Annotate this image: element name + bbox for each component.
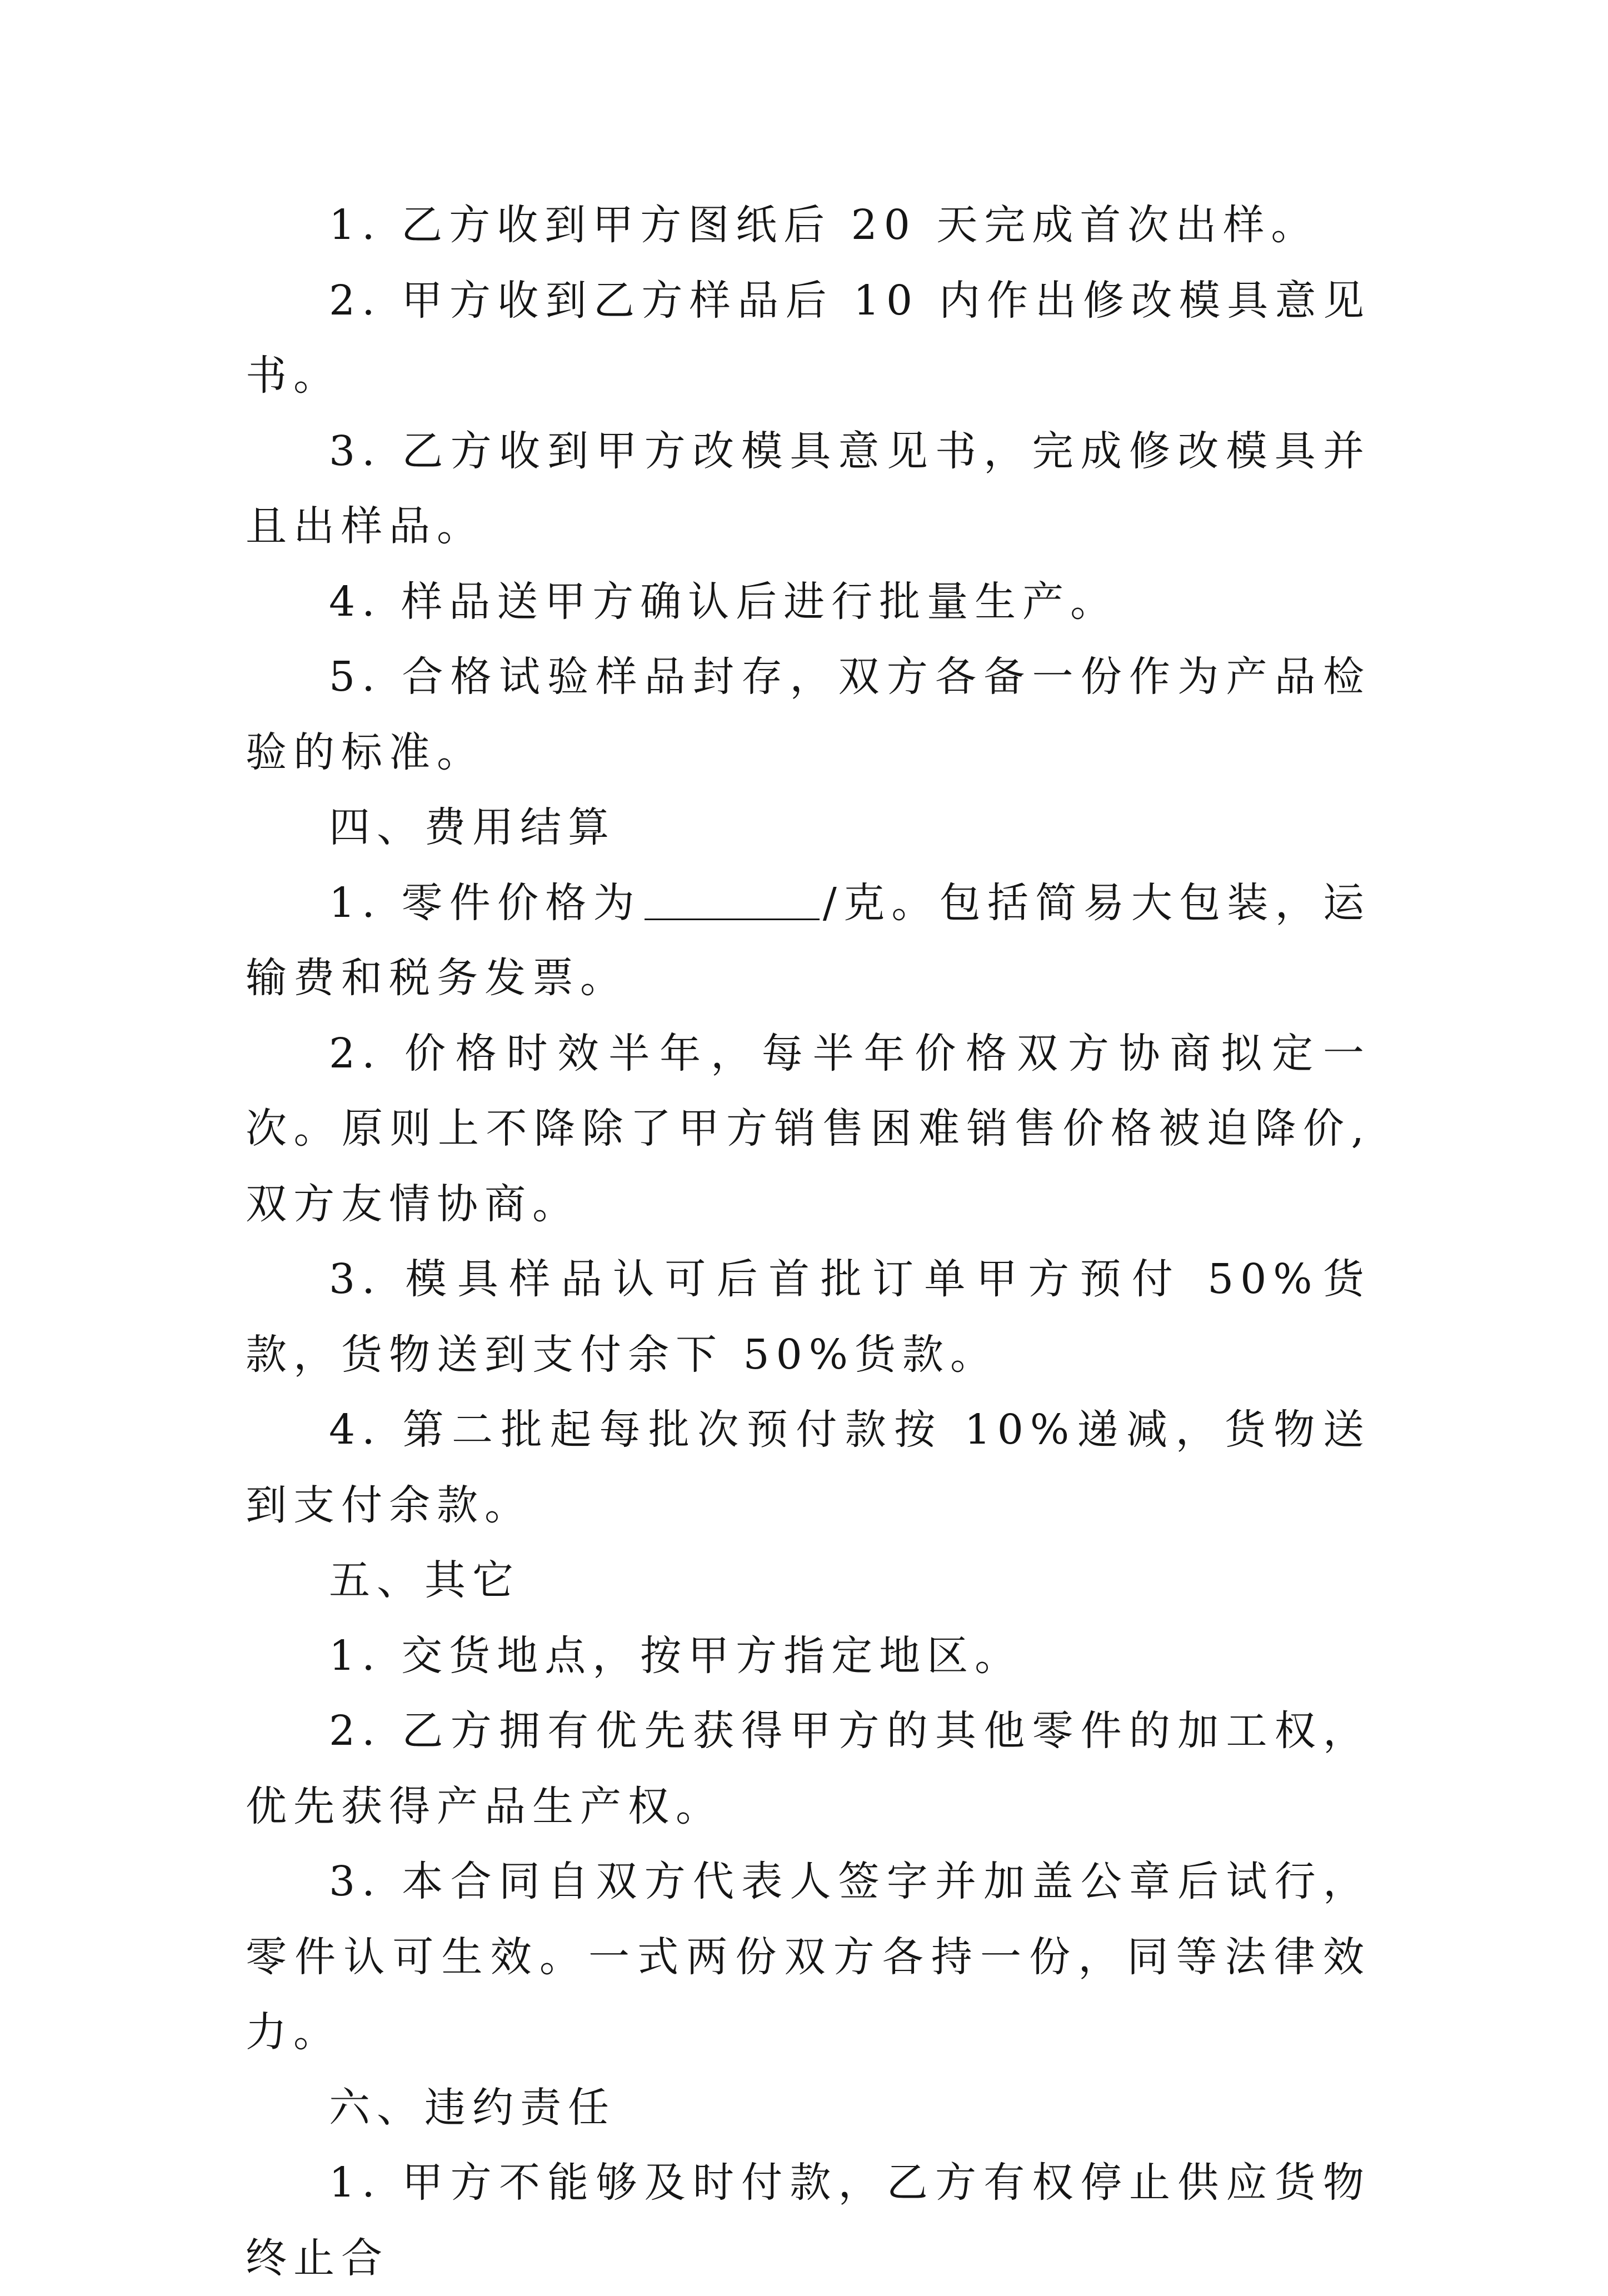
fee-item-1-prefix: 1. 零件价格为 xyxy=(329,879,641,927)
section-heading-breach-liability: 六、违约责任 xyxy=(329,2083,616,2132)
other-item-2: 2. 乙方拥有优先获得甲方的其他零件的加工权，优先获得产品生产权。 xyxy=(246,1707,1371,1830)
other-item-1: 1. 交货地点，按甲方指定地区。 xyxy=(329,1631,1023,1680)
fee-item-1 xyxy=(246,866,1371,1016)
fee-item-2: 2. 价格时效半年，每半年价格双方协商拟定一次。原则上不降除了甲方销售困难销售价格被迫降价,双方友情协商。 xyxy=(246,1029,1371,1228)
delivery-step-5: 5. 合格试验样品封存，双方各备一份作为产品检验的标准。 xyxy=(246,653,1371,776)
price-blank-line xyxy=(645,916,820,920)
delivery-step-3: 3. 乙方收到甲方改模具意见书，完成修改模具并且出样品。 xyxy=(246,427,1371,550)
fee-item-3: 3. 模具样品认可后首批订单甲方预付 50%货款，货物送到支付余下 50%货款。 xyxy=(246,1255,1371,1379)
section-heading-other: 五、其它 xyxy=(329,1556,520,1604)
contract-text-block xyxy=(246,188,1371,2296)
delivery-step-4: 4. 样品送甲方确认后进行批量生产。 xyxy=(329,577,1118,626)
delivery-step-2: 2. 甲方收到乙方样品后 10 内作出修改模具意见书。 xyxy=(246,276,1371,400)
fee-item-4: 4. 第二批起每批次预付款按 10%递减，货物送到支付余款。 xyxy=(246,1406,1371,1529)
delivery-step-1: 1. 乙方收到甲方图纸后 20 天完成首次出样。 xyxy=(329,201,1319,249)
breach-item-1: 1. 甲方不能够及时付款，乙方有权停止供应货物终止合 xyxy=(246,2159,1371,2282)
section-heading-fee-settlement: 四、费用结算 xyxy=(329,803,616,851)
fee-item-1-suffix: /克。包括简易大包装，运输费和税务发票。 xyxy=(246,879,1371,1002)
other-item-3: 3. 本合同自双方代表人签字并加盖公章后试行，零件认可生效。一式两份双方各持一份，同等法律效力。 xyxy=(246,1858,1371,2056)
